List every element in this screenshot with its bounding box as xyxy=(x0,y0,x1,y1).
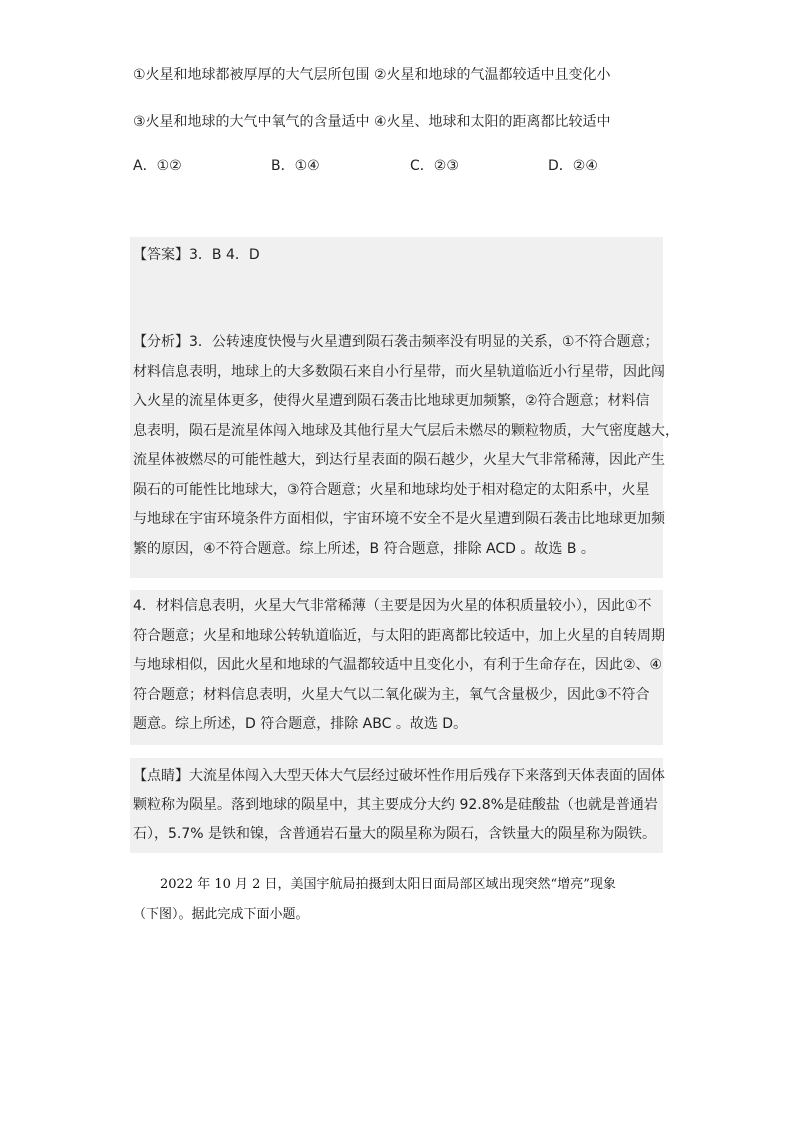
analysis-q4-line: 符合题意；材料信息表明，火星大气以二氧化碳为主，氧气含量极少，因此③不符合 xyxy=(133,686,650,703)
comment-line: 【点睛】大流星体闯入大型天体大气层经过破坏性作用后残存下来落到天体表面的固体 xyxy=(133,768,665,784)
comment xyxy=(133,762,665,849)
analysis-q3-line: 与地球在宇宙环境条件方面相似，宇宙环境不安全不是火星遭到陨石袭击比地球更加频 xyxy=(133,511,665,527)
analysis-q3-line: 息表明，陨石是流星体闯入地球及其他行星大气层后未燃尽的颗粒物质，大气密度越大， xyxy=(133,422,679,439)
next-material-line-1: 2022 年 10 月 2 日，美国宇航局拍摄到太阳日面局部区域出现突然“增亮”现象 xyxy=(160,877,616,892)
analysis-q4 xyxy=(133,592,665,740)
analysis-q3-line: 材料信息表明，地球上的大多数陨石来自小行星带，而火星轨道临近小行星带，因此闯 xyxy=(133,363,665,380)
choice-line-2: ③火星和地球的大气中氧气的含量适中 ④火星、地球和太阳的距离都比较适中 xyxy=(133,114,611,130)
option-a: A．①② xyxy=(133,158,182,174)
answer-line: 【答案】3．B 4．D xyxy=(133,247,260,263)
option-c: C．②③ xyxy=(410,158,459,174)
analysis-q3 xyxy=(133,328,679,564)
comment-line: 石），5.7% 是铁和镍，含普通岩石量大的陨星称为陨石，含铁量大的陨星称为陨铁。 xyxy=(133,826,657,842)
analysis-q3-line: 流星体被燃尽的可能性越大，到达行星表面的陨石越少，火星大气非常稀薄，因此产生 xyxy=(133,452,665,468)
analysis-q4-line: 符合题意；火星和地球公转轨道临近，与太阳的距离都比较适中，加上火星的自转周期 xyxy=(133,627,665,644)
analysis-q3-line: 繁的原因，④不符合题意。综上所述，B 符合题意，排除 ACD 。故选 B 。 xyxy=(133,540,595,557)
option-b: B．①④ xyxy=(271,158,320,174)
analysis-q3-line: 入火星的流星体更多，使得火星遭到陨石袭击比地球更加频繁，②符合题意；材料信 xyxy=(133,393,650,409)
analysis-q4-line: 与地球相似，因此火星和地球的气温都较适中且变化小，有利于生命存在，因此②、④ xyxy=(133,657,663,673)
analysis-q4-line: 题意。综上所述，D 符合题意，排除 ABC 。故选 D。 xyxy=(133,716,468,732)
analysis-q3-line: 陨石的可能性比地球大，③符合题意；火星和地球均处于相对稳定的太阳系中，火星 xyxy=(133,481,650,498)
option-d: D．②④ xyxy=(548,158,598,174)
choice-line-1: ①火星和地球都被厚厚的大气层所包围 ②火星和地球的气温都较适中且变化小 xyxy=(133,67,611,83)
comment-line: 颗粒称为陨星。落到地球的陨星中，其主要成分大约 92.8%是硅酸盐（也就是普通岩 xyxy=(133,797,658,813)
analysis-q3-line: 【分析】3．公转速度快慢与火星遭到陨石袭击频率没有明显的关系，①不符合题意； xyxy=(133,334,659,350)
analysis-q4-line: 4．材料信息表明，火星大气非常稀薄（主要是因为火星的体积质量较小），因此①不 xyxy=(133,598,652,614)
answer-options xyxy=(133,157,653,177)
next-material-line-2: （下图）。据此完成下面小题。 xyxy=(133,907,309,922)
